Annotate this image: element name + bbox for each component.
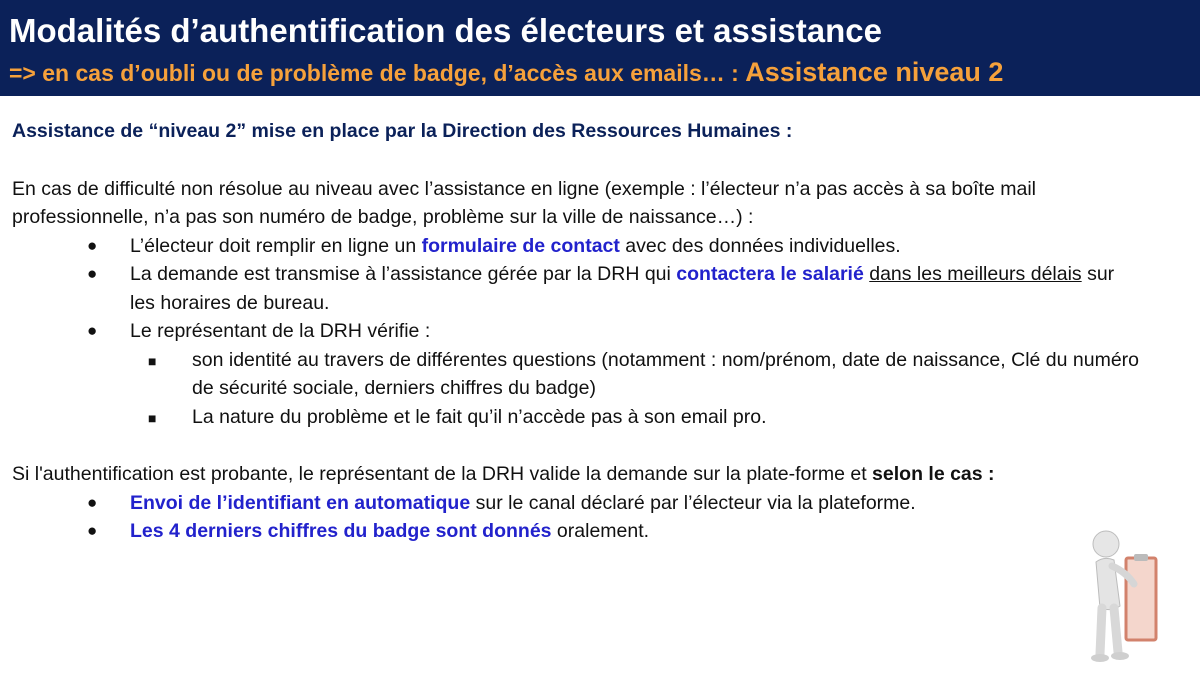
auto-id-highlight: Envoi de l’identifiant en automatique	[130, 491, 471, 514]
header-banner	[0, 0, 1200, 96]
case-label: selon le cas :	[872, 463, 995, 485]
outcome-list	[12, 489, 1142, 546]
contact-form-highlight: formulaire de contact	[421, 234, 620, 257]
badge-digits-highlight: Les 4 derniers chiffres du badge sont donnés	[130, 520, 552, 542]
verification-sublist	[130, 346, 1142, 432]
bullet-text: L’électeur doit remplir en ligne un	[130, 234, 422, 257]
square-bullet-icon: ■	[148, 409, 157, 426]
square-bullet-icon: ■	[148, 352, 157, 369]
sub-list-item	[148, 403, 1142, 432]
bullet-icon: ●	[87, 235, 98, 255]
sub-item-text: La nature du problème et le fait qu’il n’accède pas à son email pro.	[192, 405, 767, 428]
intro-heading: Assistance de “niveau 2” mise en place par la Direction des Ressources Humaines :	[12, 120, 793, 142]
bullet-text: sur le canal déclaré par l’électeur via la plateforme.	[470, 491, 916, 514]
paragraph-text: Si l'authentification est probante, le représentant de la DRH valide la demande sur la plate-forme et	[12, 463, 873, 485]
bullet-text: oralement.	[551, 520, 650, 542]
paragraph-validation	[12, 460, 1142, 489]
paragraph-difficulty: En cas de difficulté non résolue au niveau avec l’assistance en ligne (exemple : l’électeur n’a pas accès à sa boîte mail professionnelle, n’a pas son numéro de badge, problème sur la ville de naissance…) :	[12, 177, 1036, 228]
slide-body	[12, 117, 1142, 546]
procedure-list	[12, 232, 1142, 432]
contact-employee-highlight: contactera le salarié	[676, 263, 864, 285]
list-item	[87, 517, 1142, 546]
list-item	[87, 260, 1142, 317]
person-with-clipboard-icon	[1090, 522, 1170, 667]
bullet-icon: ●	[87, 264, 98, 283]
bullet-icon: ●	[87, 321, 98, 340]
subtitle-emphasis: Assistance niveau 2	[745, 57, 1004, 87]
bullet-text: La demande est transmise à l’assistance gérée par la DRH qui	[130, 263, 677, 285]
bullet-text: avec des données individuelles.	[619, 234, 901, 257]
list-item	[87, 317, 1142, 431]
list-item	[87, 489, 1142, 518]
sub-list-item	[148, 346, 1142, 403]
list-item	[87, 232, 1142, 261]
bullet-icon: ●	[87, 492, 98, 512]
slide-subtitle	[9, 57, 1003, 88]
slide-title: Modalités d’authentification des électeurs et assistance	[9, 12, 882, 49]
delay-underlined-text: dans les meilleurs délais	[869, 263, 1082, 285]
bullet-icon: ●	[87, 521, 98, 540]
sub-item-text: son identité au travers de différentes questions (notamment : nom/prénom, date de naissance, Clé du numéro de sécurité sociale, derniers chiffres du badge)	[192, 348, 1140, 399]
subtitle-prefix: => en cas d’oubli ou de problème de badge, d’accès aux emails… :	[9, 60, 746, 86]
bullet-text: sur les horaires de bureau.	[130, 263, 1115, 314]
bullet-text: Le représentant de la DRH vérifie :	[130, 320, 431, 342]
